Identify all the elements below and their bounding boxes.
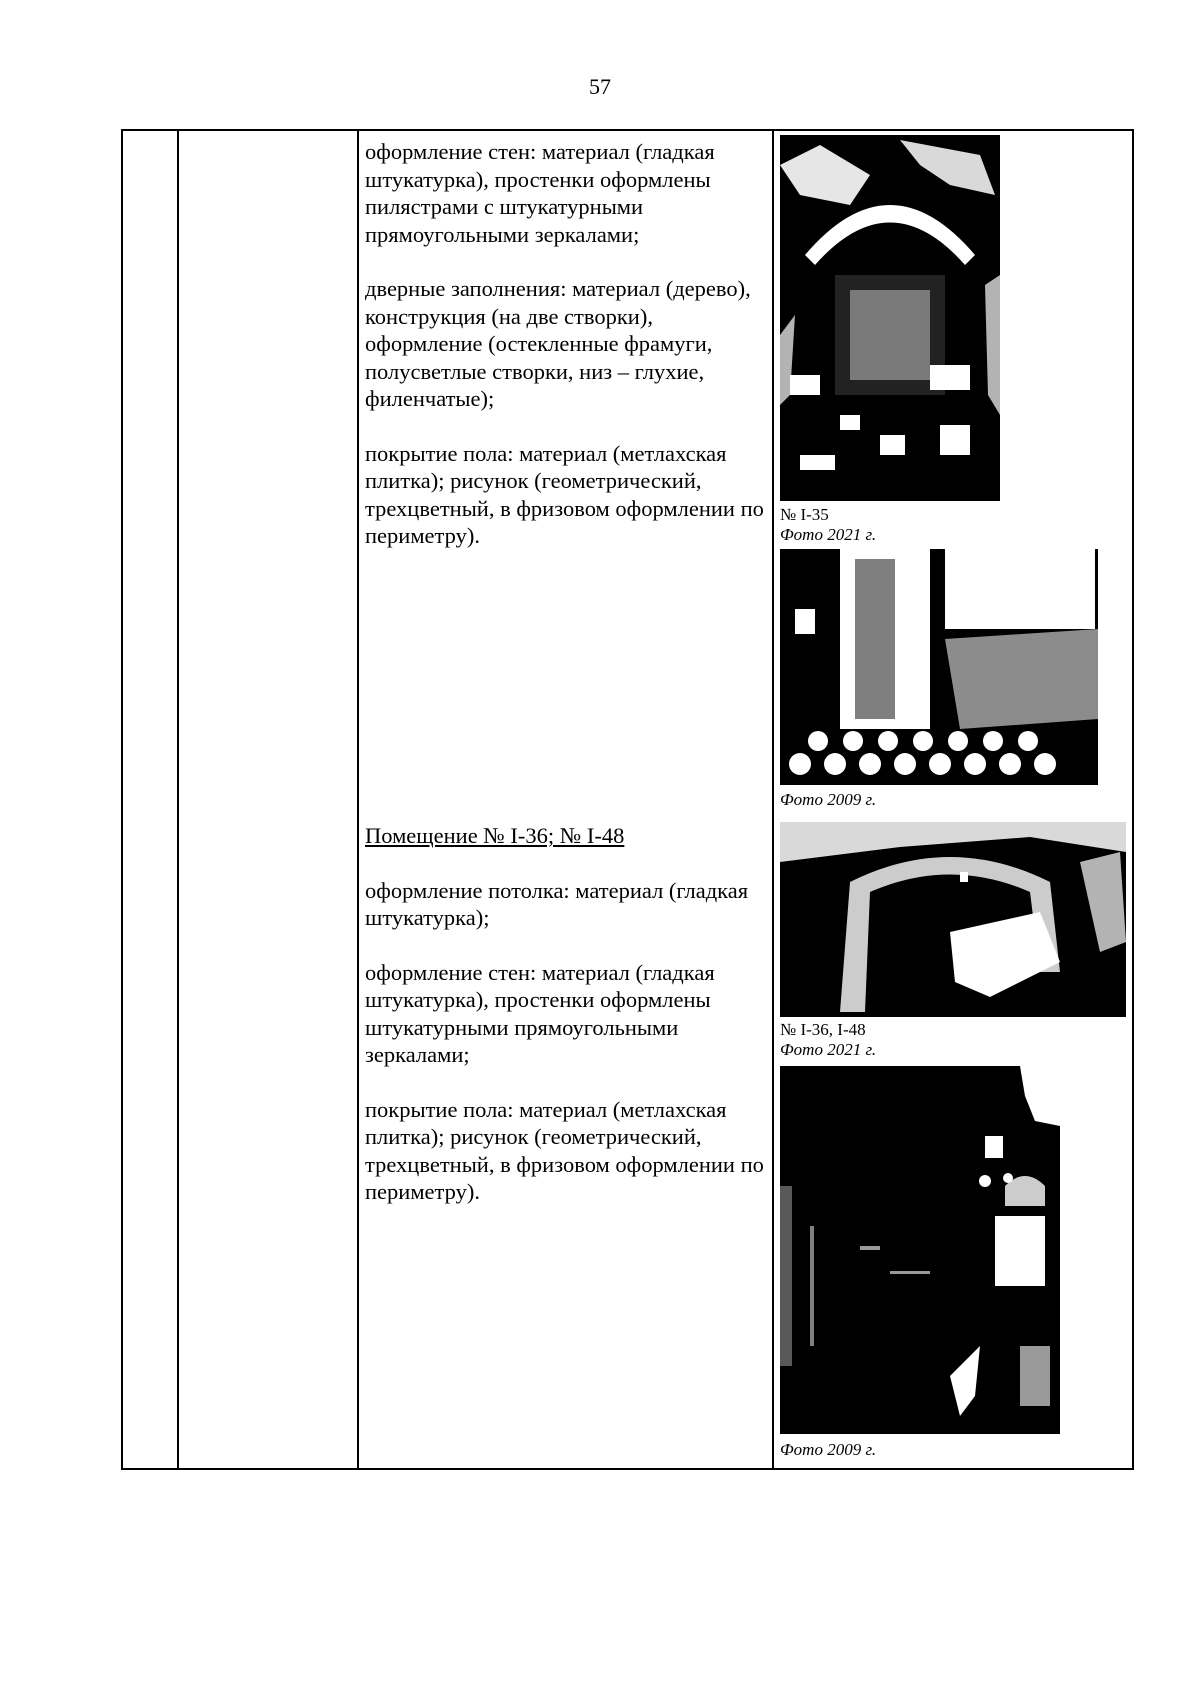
column-divider bbox=[357, 129, 359, 1470]
photo-year: Фото 2021 г. bbox=[780, 525, 877, 544]
first-room-description bbox=[365, 138, 765, 550]
photo-number: № I-35 bbox=[780, 505, 829, 524]
floor-description: покрытие пола: материал (метлахская плитка); рисунок (геометрический, трехцветный, в фризовом оформлении по периметру). bbox=[365, 1096, 764, 1204]
tiled-floor-photo bbox=[780, 549, 1098, 785]
photo-year: Фото 2009 г. bbox=[780, 1440, 877, 1459]
ceiling-description: оформление потолка: материал (гладкая штукатурка); bbox=[365, 877, 749, 930]
dark-interior-photo bbox=[780, 1066, 1060, 1434]
corridor-photo bbox=[780, 135, 1000, 501]
column-divider bbox=[177, 129, 179, 1470]
photo-caption bbox=[780, 1020, 876, 1060]
second-room-description bbox=[365, 822, 765, 1206]
room-title: Помещение № I-36; № I-48 bbox=[365, 823, 625, 848]
photo-number: № I-36, I-48 bbox=[780, 1020, 866, 1039]
photo-year: Фото 2021 г. bbox=[780, 1040, 877, 1059]
page-number: 57 bbox=[589, 74, 611, 99]
doors-description: дверные заполнения: материал (дерево), конструкция (на две створки), оформление (остекленные фрамуги, полусветлые створки, низ – глухие, филенчатые); bbox=[365, 276, 751, 411]
photo-caption bbox=[780, 1440, 876, 1460]
walls-description: оформление стен: материал (гладкая штукатурка), простенки оформлены пилястрами с штукатурными прямоугольными зеркалами; bbox=[365, 139, 715, 247]
walls-description: оформление стен: материал (гладкая штукатурка), простенки оформлены штукатурными прямоугольными зеркалами; bbox=[365, 959, 715, 1067]
photo-caption bbox=[780, 505, 876, 545]
floor-description: покрытие пола: материал (метлахская плитка); рисунок (геометрический, трехцветный, в фризовом оформлении по периметру). bbox=[365, 440, 764, 548]
vaulted-room-photo bbox=[780, 822, 1126, 1017]
photo-year: Фото 2009 г. bbox=[780, 790, 877, 809]
photo-caption bbox=[780, 790, 876, 810]
column-divider bbox=[772, 129, 774, 1470]
